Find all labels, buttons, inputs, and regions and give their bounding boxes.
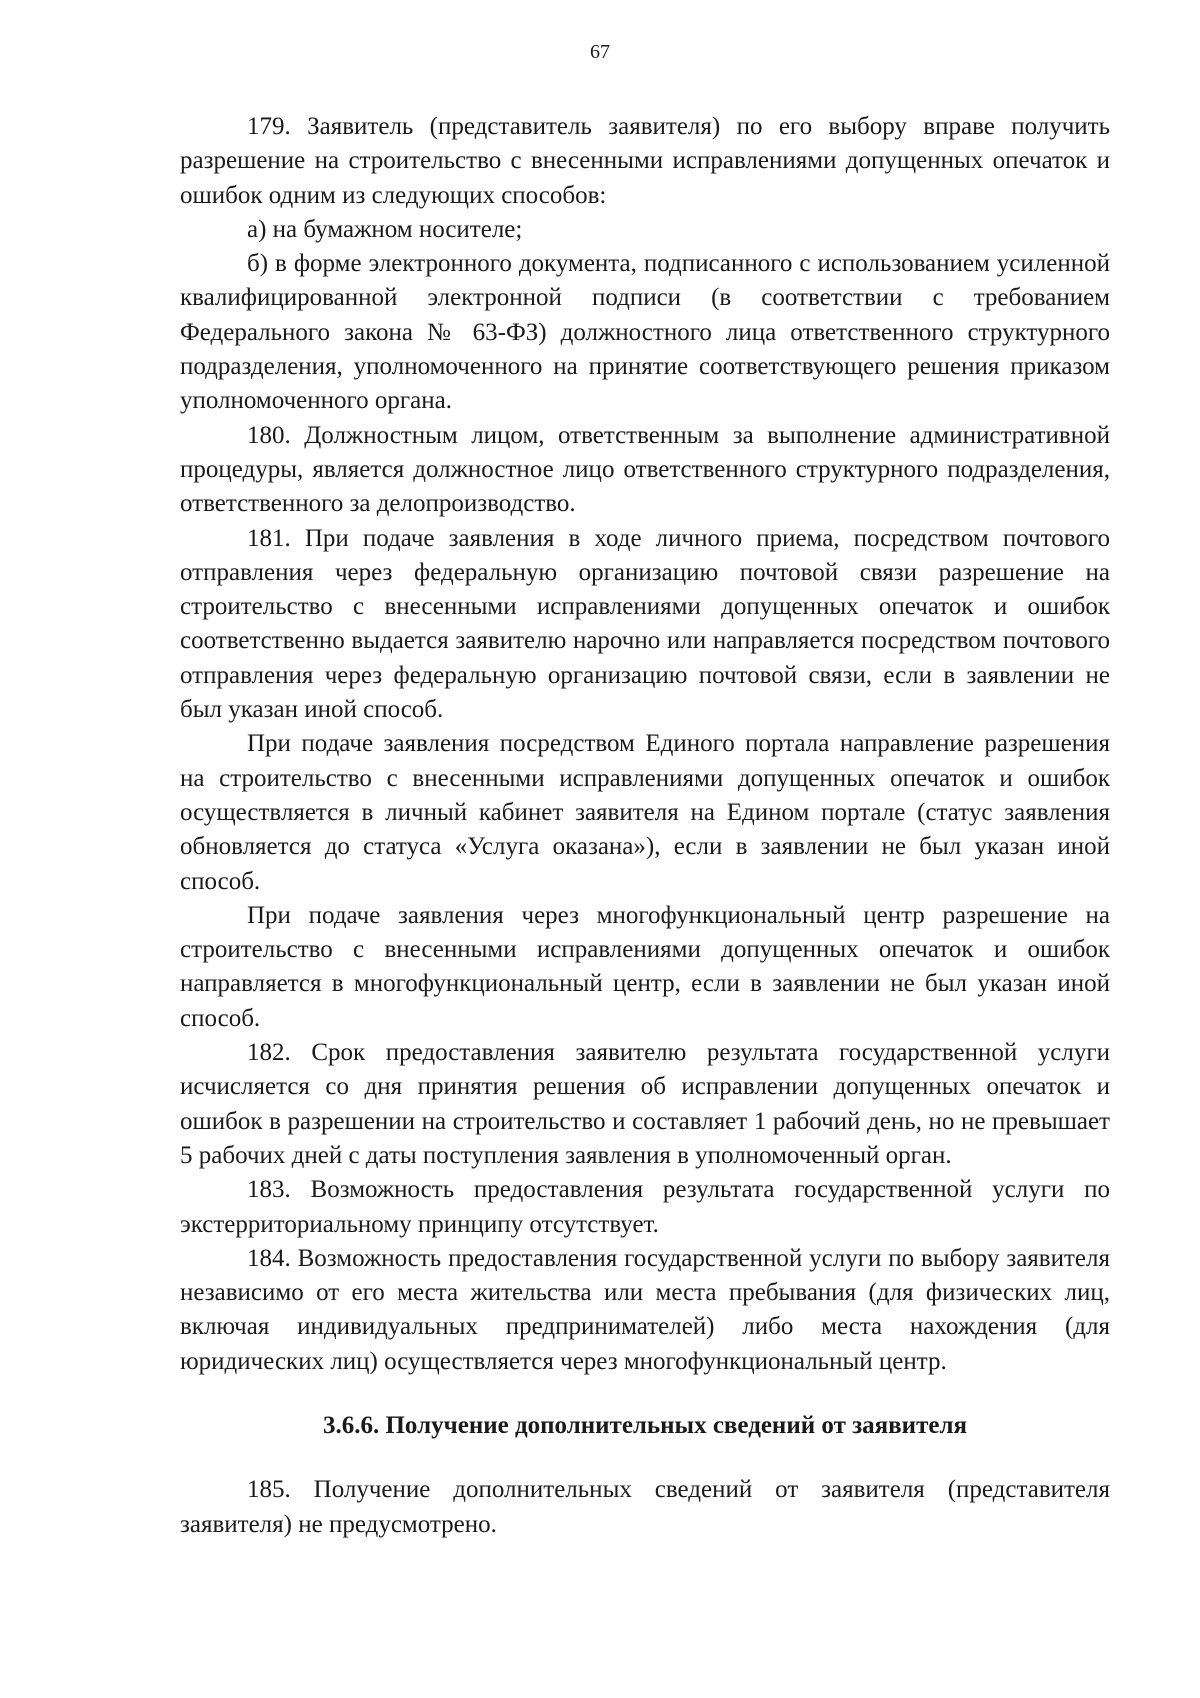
section-heading-3-6-6: 3.6.6. Получение дополнительных сведений от заявителя <box>322 1411 968 1439</box>
paragraph-181-mfc: При подаче заявления через многофункциональный центр разрешение на строительство с внесенными исправлениями допущенных опечаток и ошибок направляется в многофункциональный центр, если в заявлении не был указан иной способ. <box>180 901 1110 1032</box>
paragraph-182: 182. Срок предоставления заявителю результата государственной услуги исчисляется со дня принятия решения об исправлении допущенных опечаток и ошибок в разрешении на строительство и составляет 1 рабочий день, но не превышает 5 рабочих дней с даты поступления заявления в уполномоченный орган. <box>180 1039 1110 1169</box>
paragraph-181-portal: При подаче заявления посредством Единого портала направление разрешения на строительство с внесенными исправлениями допущенных опечаток и ошибок осуществляется в личный кабинет заявителя на Едином портале (статус заявления обновляется до статуса «Услуга оказана»), если в заявлении не был указан иной способ. <box>180 730 1110 895</box>
paragraph-179-option-a: а) на бумажном носителе; <box>247 215 523 243</box>
paragraph-181: 181. При подаче заявления в ходе личного приема, посредством почтового отправления через федеральную организацию почтовой связи разрешение на строительство с внесенными исправлениями допущенных опечаток и ошибок соответственно выдается заявителю нарочно или направляется посредством почтового отправления через федеральную организацию почтовой связи, если в заявлении не был указан иной способ. <box>180 524 1110 724</box>
paragraph-184: 184. Возможность предоставления государственной услуги по выбору заявителя независимо от его места жительства или места пребывания (для физических лиц, включая индивидуальных предпринимателей) либо места нахождения (для юридических лиц) осуществляется через многофункциональный центр. <box>180 1244 1110 1375</box>
paragraph-179: 179. Заявитель (представитель заявителя) по его выбору вправе получить разрешение на строительство с внесенными исправлениями допущенных опечаток и ошибок одним из следующих способов: <box>180 113 1110 209</box>
paragraph-179-option-b: б) в форме электронного документа, подписанного с использованием усиленной квалифицированной электронной подписи (в соответствии с требованием Федерального закона № 63-ФЗ) должностного лица ответственного структурного подразделения, уполномоченного на принятие соответствующего решения приказом уполномоченного органа. <box>180 250 1110 415</box>
page-number: 67 <box>590 41 610 63</box>
document-body <box>180 110 1110 1542</box>
paragraph-180: 180. Должностным лицом, ответственным за выполнение административной процедуры, является должностное лицо ответственного структурного подразделения, ответственного за делопроизводство. <box>180 421 1110 518</box>
paragraph-185: 185. Получение дополнительных сведений от заявителя (представителя заявителя) не предусмотрено. <box>180 1476 1110 1538</box>
paragraph-183: 183. Возможность предоставления результата государственной услуги по экстерриториальному принципу отсутствует. <box>180 1176 1110 1238</box>
